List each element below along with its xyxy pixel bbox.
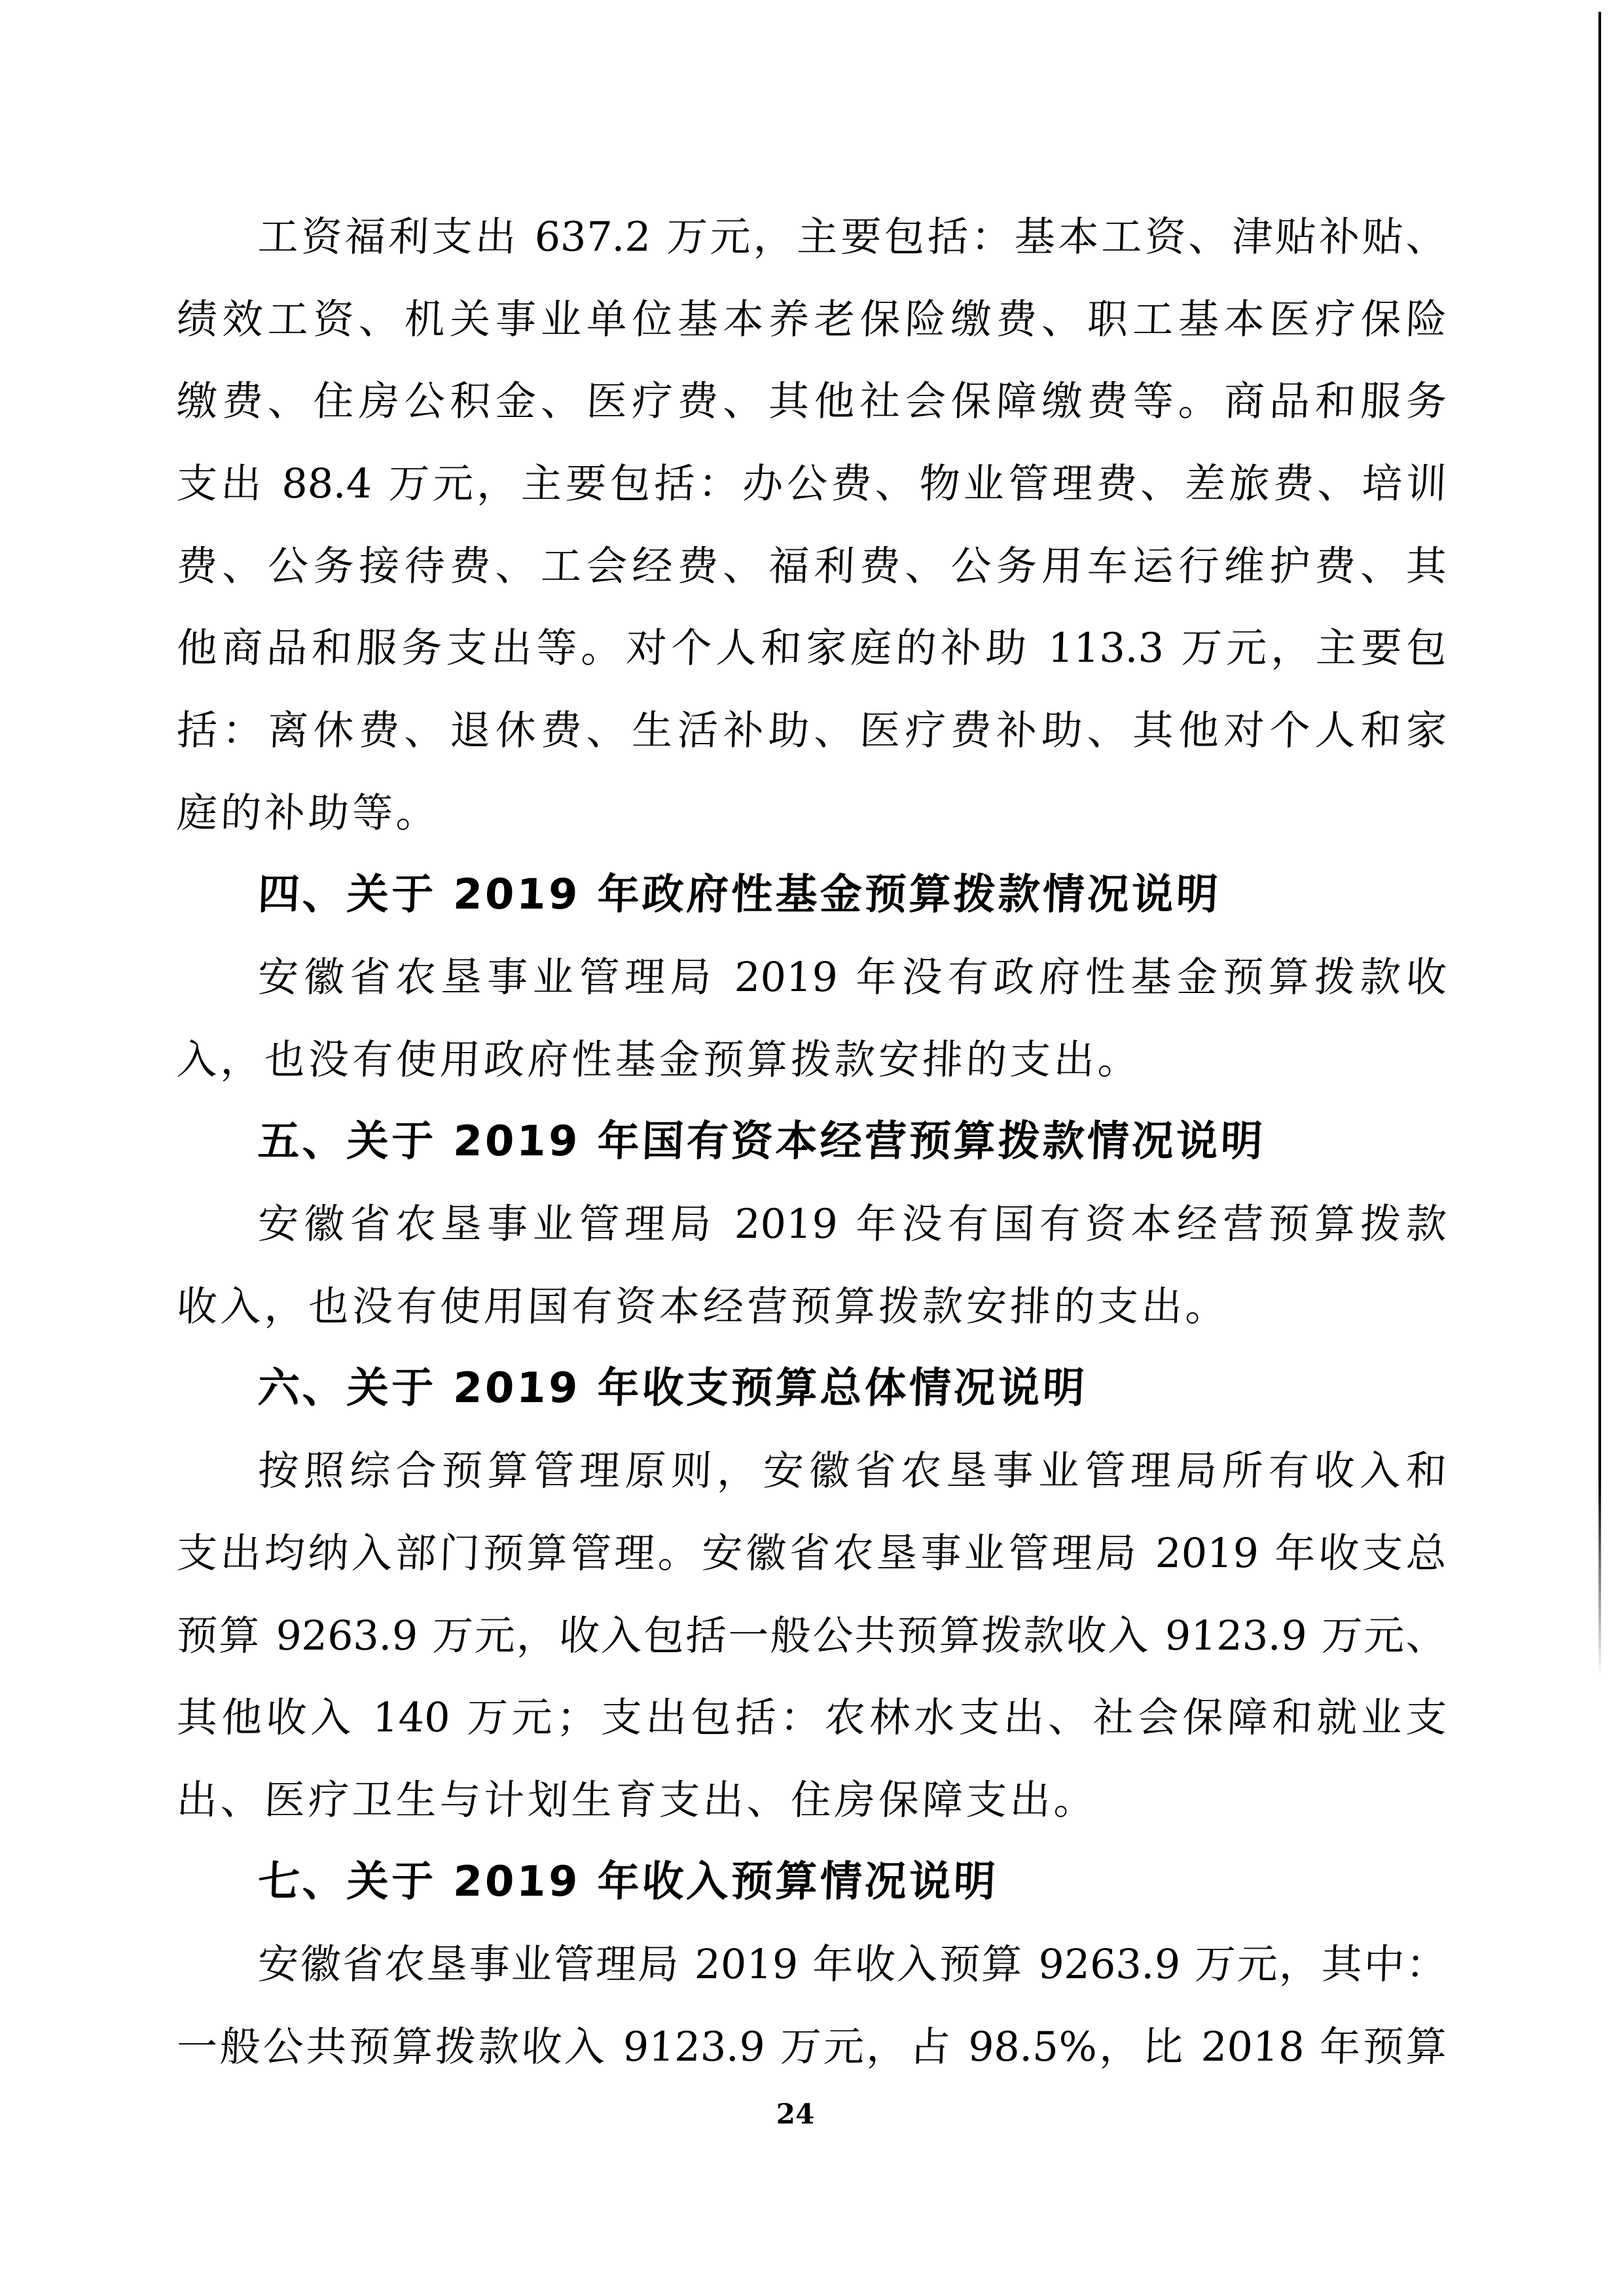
- section-heading-6: 六、关于 2019 年收支预算总体情况说明: [257, 1364, 1089, 1413]
- section-heading-7: 七、关于 2019 年收入预算情况说明: [257, 1857, 1000, 1906]
- body-text-line: 安徽省农垦事业管理局 2019 年没有政府性基金预算拨款收: [257, 953, 1448, 1002]
- body-text-line: 出、医疗卫生与计划生育支出、住房保障支出。: [175, 1776, 1099, 1824]
- section-heading-4: 四、关于 2019 年政府性基金预算拨款情况说明: [257, 870, 1222, 919]
- body-text-line: 支出 88.4 万元，主要包括：办公费、物业管理费、差旅费、培训: [175, 460, 1448, 508]
- section-heading-5: 五、关于 2019 年国有资本经营预算拨款情况说明: [257, 1117, 1267, 1166]
- body-text-line: 费、公务接待费、工会经费、福利费、公务用车运行维护费、其: [175, 541, 1448, 590]
- body-text-line: 预算 9263.9 万元，收入包括一般公共预算拨款收入 9123.9 万元、: [175, 1611, 1448, 1659]
- body-text-line: 缴费、住房公积金、医疗费、其他社会保障缴费等。商品和服务: [175, 377, 1448, 425]
- body-text-line: 入，也没有使用政府性基金预算拨款安排的支出。: [175, 1035, 1143, 1083]
- body-text-line: 支出均纳入部门预算管理。安徽省农垦事业管理局 2019 年收支总: [175, 1529, 1448, 1577]
- body-text-line: 安徽省农垦事业管理局 2019 年没有国有资本经营预算拨款: [257, 1200, 1448, 1248]
- body-text-line: 其他收入 140 万元；支出包括：农林水支出、社会保障和就业支: [175, 1693, 1448, 1742]
- body-text-line: 括：离休费、退休费、生活补助、医疗费补助、其他对个人和家: [175, 706, 1448, 755]
- body-text-line: 按照综合预算管理原则，安徽省农垦事业管理局所有收入和: [257, 1447, 1448, 1495]
- body-text-line: 工资福利支出 637.2 万元，主要包括：基本工资、津贴补贴、: [257, 213, 1448, 261]
- body-text-line: 庭的补助等。: [175, 788, 441, 837]
- body-text-line: 安徽省农垦事业管理局 2019 年收入预算 9263.9 万元，其中：: [257, 1940, 1448, 1989]
- body-text-line: 他商品和服务支出等。对个人和家庭的补助 113.3 万元，主要包: [175, 624, 1448, 672]
- body-text-line: 收入，也没有使用国有资本经营预算拨款安排的支出。: [175, 1282, 1231, 1330]
- body-text-line: 绩效工资、机关事业单位基本养老保险缴费、职工基本医疗保险: [175, 295, 1448, 343]
- page-number: 24: [776, 2098, 815, 2130]
- document-body: [177, 196, 1447, 2088]
- body-text-line: 一般公共预算拨款收入 9123.9 万元，占 98.5%，比 2018 年预算: [175, 2023, 1448, 2071]
- scan-edge-artifact-line: [1598, 12, 1601, 1678]
